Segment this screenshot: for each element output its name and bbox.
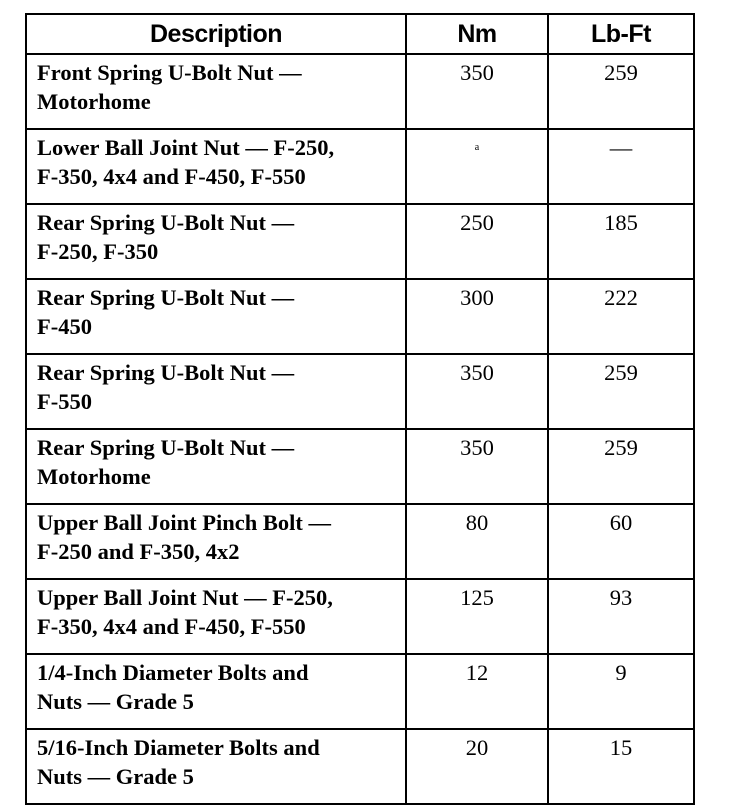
- description-line-2: F-250, F-350: [37, 239, 159, 264]
- description-cell: [26, 54, 406, 129]
- description-line-2: Nuts — Grade 5: [37, 764, 194, 789]
- description-line-2: Motorhome: [37, 89, 151, 114]
- description-line-2: F-350, 4x4 and F-450, F-550: [37, 164, 306, 189]
- description-line-1: Lower Ball Joint Nut — F-250,: [37, 135, 335, 160]
- description-line-1: 5/16-Inch Diameter Bolts and: [37, 735, 320, 760]
- lbft-cell: 93: [548, 579, 694, 654]
- description-line-1: Rear Spring U-Bolt Nut —: [37, 210, 295, 235]
- table-row: [26, 504, 694, 579]
- table-row: [26, 54, 694, 129]
- description-line-2: Motorhome: [37, 464, 151, 489]
- description-line-1: Rear Spring U-Bolt Nut —: [37, 435, 295, 460]
- footnote-marker: a: [474, 142, 480, 153]
- description-cell: [26, 354, 406, 429]
- lbft-cell: 222: [548, 279, 694, 354]
- lbft-cell: 259: [548, 354, 694, 429]
- description-line-1: Rear Spring U-Bolt Nut —: [37, 285, 295, 310]
- description-line-2: F-350, 4x4 and F-450, F-550: [37, 614, 306, 639]
- nm-cell: 250: [406, 204, 548, 279]
- description-cell: [26, 204, 406, 279]
- header-row: [26, 14, 694, 54]
- lbft-cell: 15: [548, 729, 694, 804]
- nm-cell: 80: [406, 504, 548, 579]
- description-cell: [26, 729, 406, 804]
- nm-cell: 350: [406, 429, 548, 504]
- nm-cell: 300: [406, 279, 548, 354]
- table-row: [26, 654, 694, 729]
- lbft-cell: 9: [548, 654, 694, 729]
- table-row: [26, 729, 694, 804]
- header-nm: Nm: [406, 14, 548, 54]
- description-cell: [26, 129, 406, 204]
- description-cell: [26, 279, 406, 354]
- description-cell: [26, 429, 406, 504]
- description-line-1: Upper Ball Joint Nut — F-250,: [37, 585, 333, 610]
- lbft-cell: 185: [548, 204, 694, 279]
- lbft-cell: —: [548, 129, 694, 204]
- table-row: [26, 354, 694, 429]
- description-line-1: Rear Spring U-Bolt Nut —: [37, 360, 295, 385]
- description-line-1: Upper Ball Joint Pinch Bolt —: [37, 510, 331, 535]
- nm-cell: 350: [406, 54, 548, 129]
- nm-cell: 12: [406, 654, 548, 729]
- description-line-2: F-450: [37, 314, 92, 339]
- description-cell: [26, 654, 406, 729]
- description-line-2: F-250 and F-350, 4x2: [37, 539, 240, 564]
- description-line-2: Nuts — Grade 5: [37, 689, 194, 714]
- table-row: [26, 579, 694, 654]
- description-cell: [26, 579, 406, 654]
- nm-cell: [406, 129, 548, 204]
- nm-cell: 350: [406, 354, 548, 429]
- nm-cell: 125: [406, 579, 548, 654]
- description-line-2: F-550: [37, 389, 92, 414]
- table-row: [26, 204, 694, 279]
- torque-spec-table: [25, 13, 695, 805]
- header-description: Description: [26, 14, 406, 54]
- lbft-cell: 259: [548, 429, 694, 504]
- table-row: [26, 429, 694, 504]
- table-row: [26, 279, 694, 354]
- lbft-cell: 259: [548, 54, 694, 129]
- description-line-1: 1/4-Inch Diameter Bolts and: [37, 660, 309, 685]
- nm-cell: 20: [406, 729, 548, 804]
- description-line-1: Front Spring U-Bolt Nut —: [37, 60, 302, 85]
- description-cell: [26, 504, 406, 579]
- table-row: [26, 129, 694, 204]
- header-lbft: Lb-Ft: [548, 14, 694, 54]
- lbft-cell: 60: [548, 504, 694, 579]
